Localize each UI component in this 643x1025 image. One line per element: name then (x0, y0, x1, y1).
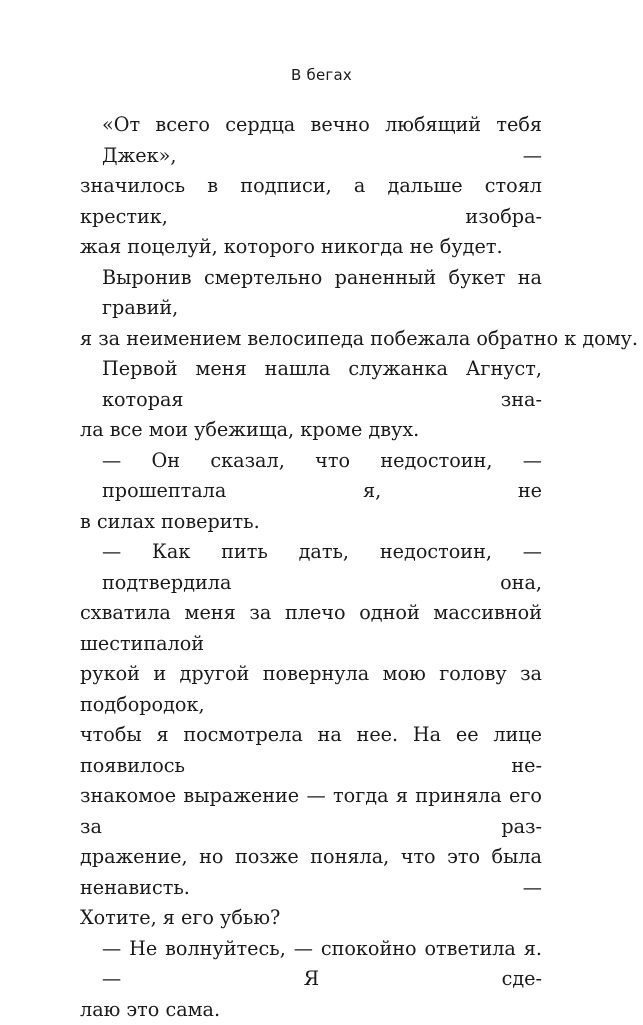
text-line: в силах поверить. (80, 507, 542, 538)
text-line: Выронив смертельно раненный букет на гравий, (80, 263, 542, 324)
text-line: рукой и другой повернула мою голову за подбородок, (80, 659, 542, 720)
body-text (80, 110, 542, 1025)
text-line: — Не волнуйтесь, — спокойно ответила я. — Я сде- (80, 934, 542, 995)
text-line: лаю это сама. (80, 995, 542, 1025)
text-line: чтобы я посмотрела на нее. На ее лице появилось не- (80, 720, 542, 781)
text-line: жая поцелуй, которого никогда не будет. (80, 232, 542, 263)
text-line: Первой меня нашла служанка Агнуст, которая зна- (80, 354, 542, 415)
text-line: значилось в подписи, а дальше стоял крестик, изобра- (80, 171, 542, 232)
text-line: схватила меня за плечо одной массивной шестипалой (80, 598, 542, 659)
text-line: ла все мои убежища, кроме двух. (80, 415, 542, 446)
text-line: дражение, но позже поняла, что это была ненависть. — (80, 842, 542, 903)
text-line: — Как пить дать, недостоин, — подтвердила она, (80, 537, 542, 598)
text-line: Хотите, я его убью? (80, 903, 542, 934)
text-line: — Он сказал, что недостоин, — прошептала я, не (80, 446, 542, 507)
text-line: я за неимением велосипеда побежала обратно к дому. (80, 324, 542, 355)
text-line: знакомое выражение — тогда я приняла его за раз- (80, 781, 542, 842)
running-head: В бегах (0, 66, 643, 84)
text-line: «От всего сердца вечно любящий тебя Джек», — (80, 110, 542, 171)
